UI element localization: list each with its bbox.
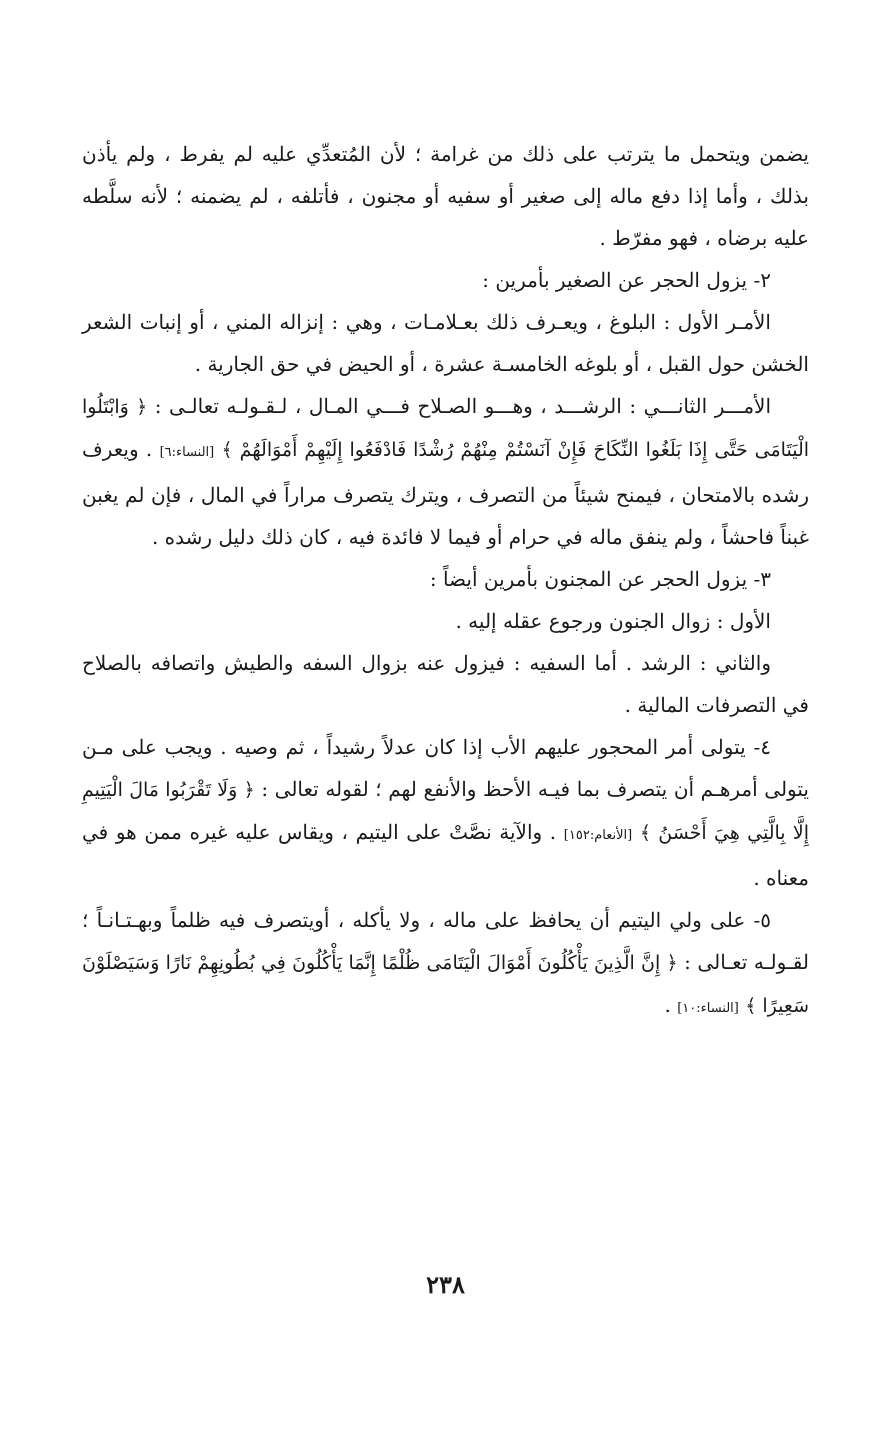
orphan-intro: ٥- على ولي اليتيم أن يحافظ على ماله ، ولا يأكله ، أويتصرف فيه ظلماً وبهـتـانـاً ؛ لقـولـه تعـالى : (82, 908, 809, 974)
paragraph-maturity (82, 385, 809, 558)
guardian-intro: ٤- يتولى أمر المحجور عليهم الأب إذا كان عدلاً رشيداً ، ثم وصيه . ويجب على مـن يتولى أمرهـم أن يتصرف بما فيـه الأحظ والأنفع لهم ؛ لقوله تعالى : (82, 735, 809, 801)
quran-verse-nisa-10: ﴿ إِنَّ الَّذِينَ يَأْكُلُونَ أَمْوَالَ الْيَتَامَى ظُلْمًا إِنَّمَا يَأْكُلُونَ فِي بُطُونِهِمْ نَارًا وَسَيَصْلَوْنَ سَعِيرًا ﴾ (82, 952, 809, 1017)
page-number: ٢٣٨ (426, 1270, 465, 1299)
orphan-end: . (664, 993, 671, 1017)
paragraph-insanity-first: الأول : زوال الجنون ورجوع عقله إليه . (455, 609, 771, 633)
verse-reference-nisa-6: [النساء:٦] (159, 445, 215, 460)
quran-verse-anam-152: ﴿ وَلَا تَقْرَبُوا مَالَ الْيَتِيمِ إِلَّا بِالَّتِي هِيَ أَحْسَنُ ﴾ (82, 779, 810, 844)
verse-reference-nisa-10: [النساء:١٠] (677, 1001, 739, 1016)
quran-verse-nisa-6: ﴿ وَابْتَلُوا الْيَتَامَى حَتَّى إِذَا بَلَغُوا النِّكَاحَ فَإِنْ آنَسْتُمْ مِنْهُمْ رُشْدًا فَادْفَعُوا إِلَيْهِمْ أَمْوَالَهُمْ ﴾ (82, 396, 810, 461)
page-body (82, 133, 809, 1030)
maturity-explanation: . ويعرف رشده بالامتحان ، فيمنح شيئاً من التصرف ، ويترك يتصرف مراراً في المال ، فإن لم يغبن غبناً فاحشاً ، ولم ينفق ماله في حرام أو فيما لا فائدة فيه ، كان ذلك دليل رشده . (82, 437, 809, 549)
verse-reference-anam-152: [الأنعام:١٥٢] (563, 828, 633, 843)
paragraph-liability: يضمن ويتحمل ما يترتب على ذلك من غرامة ؛ لأن المُتعدِّي عليه لم يفرط ، ولم يأذن بذلك ، وأما إذا دفع ماله إلى صغير أو سفيه أو مجنون ، فأتلفه ، لم يضمنه ؛ لأنه سلَّطه عليه برضاه ، فهو مفرّط . (82, 142, 809, 250)
point-2-heading: ٢- يزول الحجر عن الصغير بأمرين : (482, 268, 771, 292)
paragraph-guardian (82, 726, 809, 899)
paragraph-orphan-wealth (82, 899, 809, 1030)
paragraph-insanity-second: والثاني : الرشد . أما السفيه : فيزول عنه بزوال السفه والطيش واتصافه بالصلاح في التصرفات المالية . (82, 651, 809, 717)
maturity-intro: الأمـــر الثانـــي : الرشـــد ، وهـــو الصـلاح فـــي المـال ، لـقـولـه تعالـى : (154, 394, 771, 418)
point-3-heading: ٣- يزول الحجر عن المجنون بأمرين أيضاً : (429, 567, 771, 591)
guardian-explanation: . والآية نصَّتْ على اليتيم ، ويقاس عليه غيره ممن هو في معناه . (82, 820, 809, 890)
paragraph-puberty: الأمـر الأول : البلوغ ، ويعـرف ذلك بعـلامـات ، وهي : إنزاله المني ، أو إنبات الشعر الخشن حول القبل ، أو بلوغه الخامسـة عشرة ، أو الحيض في حق الجارية . (82, 310, 809, 376)
